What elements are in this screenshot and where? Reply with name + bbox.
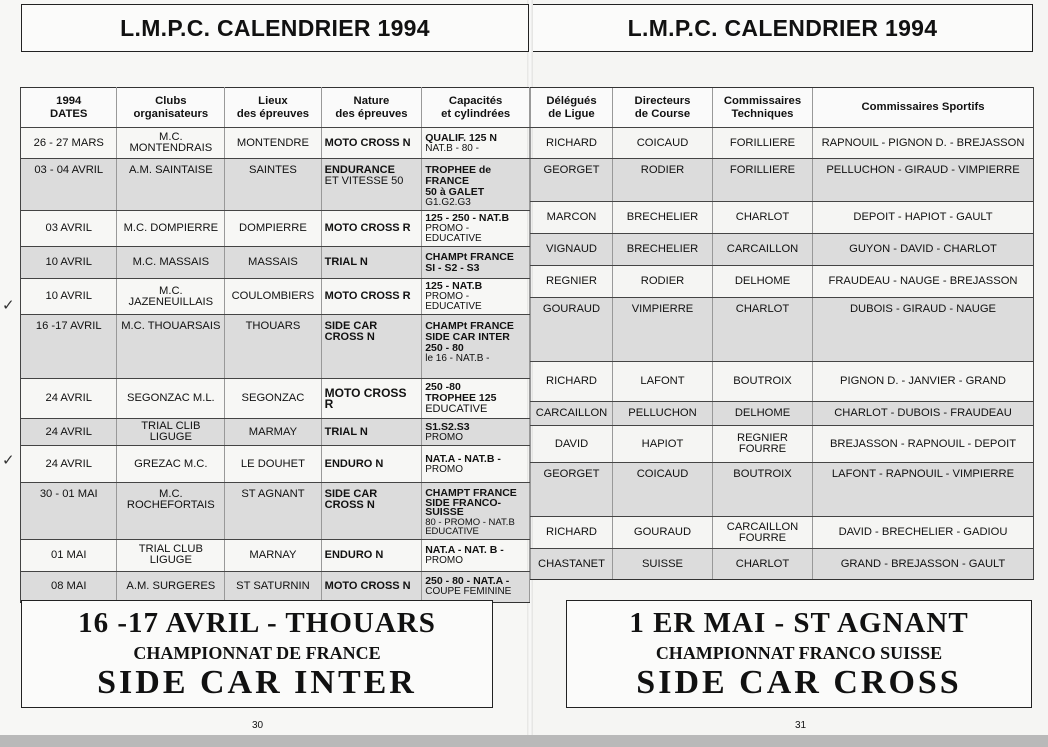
table-row — [21, 483, 530, 540]
table-row — [531, 463, 1034, 517]
margin-check-mark: ✓ — [2, 296, 15, 314]
cell-lieu: MASSAIS — [225, 247, 321, 279]
cell-club: A.M. SURGERES — [117, 571, 225, 602]
header-commissaires-techniques: Commissaires Techniques — [713, 88, 813, 128]
header-capacites: Capacités et cylindrées — [422, 88, 530, 128]
cell-delegue: VIGNAUD — [531, 234, 613, 266]
table-row — [531, 298, 1034, 362]
cell-delegue: GEORGET — [531, 159, 613, 202]
cell-club: M.C. MASSAIS — [117, 247, 225, 279]
cell-capacites: QUALIF. 125 N NAT.B - 80 - — [422, 128, 530, 159]
table-row — [531, 549, 1034, 580]
table-row — [21, 279, 530, 315]
cell-lieu: SEGONZAC — [225, 379, 321, 419]
cell-capacites: CHAMPt FRANCE SIDE CAR INTER 250 - 80 le 16 - NAT.B - — [422, 315, 530, 379]
header-lieux: Lieux des épreuves — [225, 88, 321, 128]
cell-delegue: CARCAILLON — [531, 402, 613, 426]
cell-delegue: RICHARD — [531, 517, 613, 549]
calendar-table-right — [530, 87, 1034, 580]
cell-capacites: NAT.A - NAT. B - PROMO — [422, 539, 530, 571]
cell-delegue: RICHARD — [531, 362, 613, 402]
cell-capacites: NAT.A - NAT.B - PROMO — [422, 446, 530, 483]
cell-lieu: MARNAY — [225, 539, 321, 571]
cell-sportifs: RAPNOUIL - PIGNON D. - BREJASSON — [813, 128, 1034, 159]
cell-sportifs: PELLUCHON - GIRAUD - VIMPIERRE — [813, 159, 1034, 202]
cell-club: M.C. MONTENDRAIS — [117, 128, 225, 159]
cell-directeur: SUISSE — [613, 549, 713, 580]
header-commissaires-sportifs: Commissaires Sportifs — [813, 88, 1034, 128]
cell-delegue: GOURAUD — [531, 298, 613, 362]
cell-date: 24 AVRIL — [21, 419, 117, 446]
promo-category: SIDE CAR CROSS — [636, 664, 962, 701]
cell-capacites: TROPHEE de FRANCE 50 à GALET G1.G2.G3 — [422, 159, 530, 211]
promo-event-date: 16 -17 AVRIL - THOUARS — [78, 607, 436, 639]
cell-date: 24 AVRIL — [21, 379, 117, 419]
cell-tech: FORILLIERE — [713, 128, 813, 159]
cell-lieu: COULOMBIERS — [225, 279, 321, 315]
cell-directeur: VIMPIERRE — [613, 298, 713, 362]
cell-tech: CHARLOT — [713, 298, 813, 362]
cell-tech: FORILLIERE — [713, 159, 813, 202]
table-header-row — [531, 88, 1034, 128]
cell-tech: CARCAILLON — [713, 234, 813, 266]
calendar-table-left — [20, 87, 530, 603]
promo-category: SIDE CAR INTER — [97, 664, 417, 701]
cell-club: M.C. THOUARSAIS — [117, 315, 225, 379]
cell-directeur: BRECHELIER — [613, 234, 713, 266]
table-row — [21, 419, 530, 446]
cell-club: GREZAC M.C. — [117, 446, 225, 483]
cell-delegue: REGNIER — [531, 266, 613, 298]
cell-directeur: COICAUD — [613, 128, 713, 159]
cell-sportifs: PIGNON D. - JANVIER - GRAND — [813, 362, 1034, 402]
cell-club: TRIAL CLUB LIGUGE — [117, 539, 225, 571]
cell-capacites: 125 - NAT.B PROMO - EDUCATIVE — [422, 279, 530, 315]
cell-date: 03 AVRIL — [21, 211, 117, 247]
cell-date: 03 - 04 AVRIL — [21, 159, 117, 211]
cell-capacites: CHAMPt FRANCE SI - S2 - S3 — [422, 247, 530, 279]
cell-date: 01 MAI — [21, 539, 117, 571]
table-row — [531, 234, 1034, 266]
left-page-title: L.M.P.C. CALENDRIER 1994 — [21, 4, 529, 52]
cell-nature: MOTO CROSS R — [321, 211, 422, 247]
cell-capacites: 125 - 250 - NAT.B PROMO - EDUCATIVE — [422, 211, 530, 247]
cell-directeur: RODIER — [613, 159, 713, 202]
table-row — [531, 159, 1034, 202]
cell-sportifs: LAFONT - RAPNOUIL - VIMPIERRE — [813, 463, 1034, 517]
scan-bottom-edge — [0, 735, 1048, 747]
cell-nature: SIDE CAR CROSS N — [321, 315, 422, 379]
cell-capacites: CHAMPT FRANCE SIDE FRANCO-SUISSE 80 - PROMO - NAT.B EDUCATIVE — [422, 483, 530, 540]
cell-nature: TRIAL N — [321, 419, 422, 446]
cell-nature: TRIAL N — [321, 247, 422, 279]
cell-tech: CARCAILLON FOURRE — [713, 517, 813, 549]
cell-nature: MOTO CROSS R — [321, 379, 422, 419]
cell-tech: REGNIER FOURRE — [713, 426, 813, 463]
cell-directeur: RODIER — [613, 266, 713, 298]
cell-sportifs: DEPOIT - HAPIOT - GAULT — [813, 202, 1034, 234]
cell-tech: CHARLOT — [713, 202, 813, 234]
cell-capacites: S1.S2.S3 PROMO — [422, 419, 530, 446]
page-number-right: 31 — [795, 720, 807, 731]
table-header-row — [21, 88, 530, 128]
cell-directeur: GOURAUD — [613, 517, 713, 549]
header-delegues: Délégués de Ligue — [531, 88, 613, 128]
cell-sportifs: CHARLOT - DUBOIS - FRAUDEAU — [813, 402, 1034, 426]
promo-box-st-agnant — [566, 600, 1032, 708]
cell-nature: MOTO CROSS N — [321, 128, 422, 159]
cell-delegue: DAVID — [531, 426, 613, 463]
cell-lieu: MARMAY — [225, 419, 321, 446]
header-directeurs: Directeurs de Course — [613, 88, 713, 128]
cell-nature: ENDURO N — [321, 446, 422, 483]
promo-championship: CHAMPIONNAT FRANCO SUISSE — [655, 643, 943, 663]
table-row — [21, 379, 530, 419]
cell-lieu: MONTENDRE — [225, 128, 321, 159]
page-number-left: 30 — [252, 720, 264, 731]
cell-lieu: DOMPIERRE — [225, 211, 321, 247]
promo-event-date: 1 ER MAI - ST AGNANT — [629, 607, 969, 639]
table-row — [21, 128, 530, 159]
cell-nature: ENDURO N — [321, 539, 422, 571]
cell-lieu: LE DOUHET — [225, 446, 321, 483]
cell-nature: MOTO CROSS R — [321, 279, 422, 315]
header-nature: Nature des épreuves — [321, 88, 422, 128]
cell-directeur: HAPIOT — [613, 426, 713, 463]
table-row — [531, 202, 1034, 234]
cell-date: 26 - 27 MARS — [21, 128, 117, 159]
cell-date: 10 AVRIL — [21, 279, 117, 315]
cell-delegue: RICHARD — [531, 128, 613, 159]
cell-sportifs: DUBOIS - GIRAUD - NAUGE — [813, 298, 1034, 362]
cell-directeur: PELLUCHON — [613, 402, 713, 426]
table-row — [21, 159, 530, 211]
table-row — [21, 211, 530, 247]
table-row — [531, 362, 1034, 402]
table-row — [21, 571, 530, 602]
header-dates: 1994 DATES — [21, 88, 117, 128]
table-row — [21, 247, 530, 279]
promo-box-thouars — [21, 600, 493, 708]
cell-capacites: 250 - 80 - NAT.A - COUPE FEMININE — [422, 571, 530, 602]
cell-club: M.C. DOMPIERRE — [117, 211, 225, 247]
cell-tech: CHARLOT — [713, 549, 813, 580]
cell-club: SEGONZAC M.L. — [117, 379, 225, 419]
cell-directeur: BRECHELIER — [613, 202, 713, 234]
table-row — [21, 446, 530, 483]
cell-date: 10 AVRIL — [21, 247, 117, 279]
cell-date: 08 MAI — [21, 571, 117, 602]
cell-lieu: SAINTES — [225, 159, 321, 211]
right-page-title: L.M.P.C. CALENDRIER 1994 — [533, 4, 1033, 52]
cell-date: 16 -17 AVRIL — [21, 315, 117, 379]
cell-club: A.M. SAINTAISE — [117, 159, 225, 211]
cell-tech: DELHOME — [713, 402, 813, 426]
table-row — [531, 266, 1034, 298]
cell-tech: DELHOME — [713, 266, 813, 298]
cell-sportifs: FRAUDEAU - NAUGE - BREJASSON — [813, 266, 1034, 298]
cell-delegue: MARCON — [531, 202, 613, 234]
cell-delegue: GEORGET — [531, 463, 613, 517]
cell-date: 24 AVRIL — [21, 446, 117, 483]
cell-sportifs: DAVID - BRECHELIER - GADIOU — [813, 517, 1034, 549]
table-row — [531, 517, 1034, 549]
table-row — [531, 426, 1034, 463]
cell-tech: BOUTROIX — [713, 463, 813, 517]
cell-date: 30 - 01 MAI — [21, 483, 117, 540]
table-row — [531, 402, 1034, 426]
table-row — [21, 539, 530, 571]
cell-nature: MOTO CROSS N — [321, 571, 422, 602]
table-row — [531, 128, 1034, 159]
cell-sportifs: GRAND - BREJASSON - GAULT — [813, 549, 1034, 580]
cell-club: M.C. ROCHEFORTAIS — [117, 483, 225, 540]
header-clubs: Clubs organisateurs — [117, 88, 225, 128]
cell-club: TRIAL CLIB LIGUGE — [117, 419, 225, 446]
cell-sportifs: BREJASSON - RAPNOUIL - DEPOIT — [813, 426, 1034, 463]
cell-sportifs: GUYON - DAVID - CHARLOT — [813, 234, 1034, 266]
cell-club: M.C. JAZENEUILLAIS — [117, 279, 225, 315]
cell-tech: BOUTROIX — [713, 362, 813, 402]
promo-championship: CHAMPIONNAT DE FRANCE — [133, 643, 381, 663]
cell-nature: ENDURANCE ET VITESSE 50 — [321, 159, 422, 211]
cell-lieu: ST SATURNIN — [225, 571, 321, 602]
cell-capacites: 250 -80 TROPHEE 125 EDUCATIVE — [422, 379, 530, 419]
margin-check-mark: ✓ — [2, 451, 15, 469]
cell-delegue: CHASTANET — [531, 549, 613, 580]
cell-nature: SIDE CAR CROSS N — [321, 483, 422, 540]
table-row — [21, 315, 530, 379]
cell-lieu: ST AGNANT — [225, 483, 321, 540]
cell-directeur: LAFONT — [613, 362, 713, 402]
cell-lieu: THOUARS — [225, 315, 321, 379]
cell-directeur: COICAUD — [613, 463, 713, 517]
